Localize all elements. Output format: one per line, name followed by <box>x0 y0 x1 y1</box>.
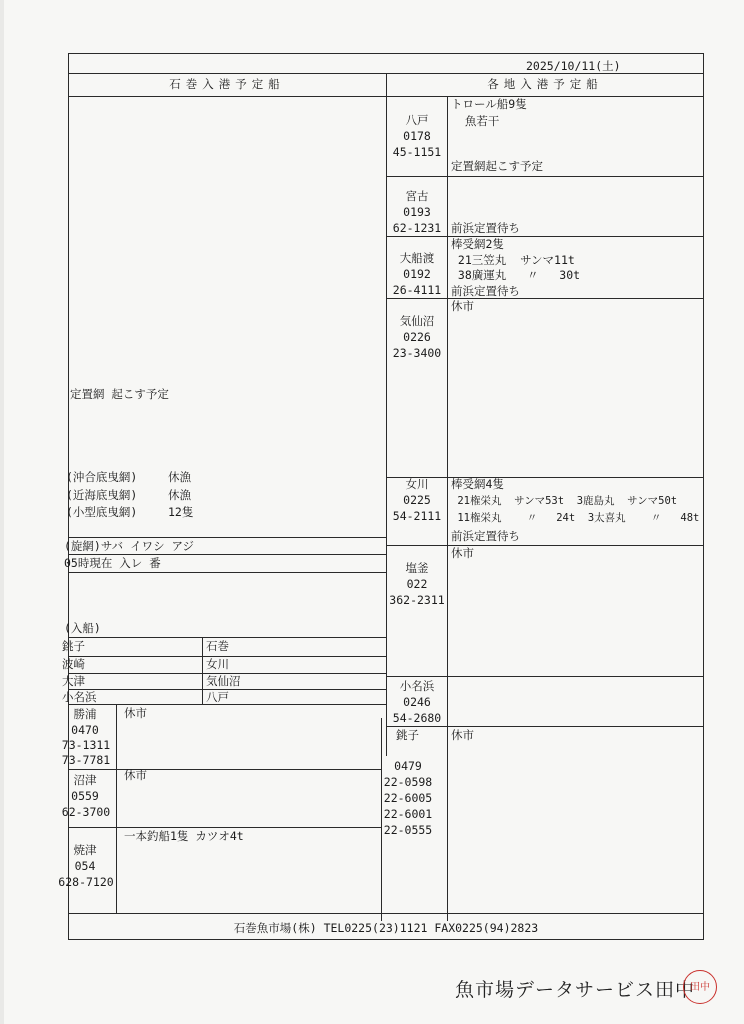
port-left-4: 小名浜 <box>62 690 97 704</box>
shiogama-tel-2: 362-2311 <box>389 593 445 607</box>
numazu-info: 休市 <box>124 768 147 782</box>
kesennuma-tel-1: 0226 <box>403 330 431 344</box>
miyako-line-1: 前浜定置待ち <box>451 221 520 235</box>
hachinohe-line-1: トロール船9隻 <box>451 97 527 111</box>
ofunato-tel-2: 26-4111 <box>392 283 442 297</box>
port-left-3: 大津 <box>62 674 85 688</box>
onagawa-tel-2: 54-2111 <box>392 509 442 523</box>
choshi-tel-3: 22-6005 <box>383 791 433 805</box>
numazu-port: 沼津 <box>73 773 97 787</box>
choshi-line-1: 休市 <box>451 728 474 742</box>
kesennuma-port: 気仙沼 <box>399 314 435 328</box>
port-right-4: 八戸 <box>206 690 229 704</box>
onagawa-port: 女川 <box>405 477 429 491</box>
teichi-note: 定置網 起こす予定 <box>70 387 169 401</box>
port-right-1: 石巻 <box>206 639 229 653</box>
numazu-tel-2: 62-3700 <box>61 805 111 819</box>
hachinohe-line-2: 魚若干 <box>451 114 500 128</box>
onahama-port: 小名浜 <box>399 679 435 693</box>
choshi-tel-2: 22-0598 <box>383 775 433 789</box>
choshi-tel-4: 22-6001 <box>383 807 433 821</box>
shiogama-port: 塩釜 <box>405 561 429 575</box>
ofunato-port: 大船渡 <box>399 251 435 265</box>
kesennuma-tel-2: 23-3400 <box>392 346 442 360</box>
miyako-port: 宮古 <box>405 189 429 203</box>
seal-stamp: 田中 <box>683 970 717 1004</box>
header-other-ports: 各地入港予定船 <box>487 77 603 91</box>
onagawa-line-2: 21権栄丸 サンマ53t 3鹿島丸 サンマ50t <box>451 495 678 507</box>
choshi-port: 銚子 <box>396 728 419 742</box>
trawl-status-2: 休漁 <box>168 488 191 502</box>
onagawa-tel-1: 0225 <box>403 493 431 507</box>
onahama-tel-2: 54-2680 <box>392 711 442 725</box>
onahama-tel-1: 0246 <box>403 695 431 709</box>
onagawa-line-3: 11権栄丸 〃 24t 3太喜丸 〃 48t <box>451 512 700 524</box>
port-left-2: 波崎 <box>62 657 85 671</box>
trawl-name-3: (小型底曳網) <box>66 505 138 519</box>
yaizu-tel-1: 054 <box>74 859 96 873</box>
ofunato-line-4: 前浜定置待ち <box>451 284 520 298</box>
yaizu-port: 焼津 <box>73 843 97 857</box>
hachinohe-port: 八戸 <box>405 113 429 127</box>
katsuura-info: 休市 <box>124 706 147 720</box>
katsuura-tel-3: 73-7781 <box>61 753 111 767</box>
miyako-tel-1: 0193 <box>403 205 431 219</box>
trawl-name-2: (近海底曳網) <box>66 488 138 502</box>
yaizu-info: 一本釣船1隻 カツオ4t <box>124 829 244 843</box>
hachinohe-tel-2: 45-1151 <box>392 145 442 159</box>
hachinohe-tel-1: 0178 <box>403 129 431 143</box>
port-left-1: 銚子 <box>62 639 85 653</box>
header-ishinomaki: 石巻入港予定船 <box>169 77 285 91</box>
hachinohe-line-5: 定置網起こす予定 <box>451 159 543 173</box>
port-right-3: 気仙沼 <box>206 674 241 688</box>
miyako-tel-2: 62-1231 <box>392 221 442 235</box>
ofunato-line-3: 38廣運丸 〃 30t <box>451 268 581 282</box>
footer-contact: 石巻魚市場(株) TEL0225(23)1121 FAX0225(94)2823 <box>233 921 539 935</box>
makiami-line: (旋網)サバ イワシ アジ <box>64 539 195 553</box>
ofunato-line-2: 21三笠丸 サンマ11t <box>451 253 575 267</box>
trawl-status-3: 12隻 <box>168 505 194 519</box>
signature: 魚市場データサービス田中 <box>455 979 696 1001</box>
numazu-tel-1: 0559 <box>71 789 99 803</box>
shiogama-tel-1: 022 <box>406 577 428 591</box>
kesennuma-line-1: 休市 <box>451 299 474 313</box>
trawl-name-1: (沖合底曳網) <box>66 470 138 484</box>
choshi-tel-5: 22-0555 <box>383 823 433 837</box>
ofunato-line-1: 棒受網2隻 <box>451 237 504 251</box>
port-right-2: 女川 <box>206 657 229 671</box>
katsuura-tel-2: 73-1311 <box>61 738 111 752</box>
onagawa-line-1: 棒受網4隻 <box>451 477 504 491</box>
choshi-tel-1: 0479 <box>394 759 422 773</box>
katsuura-tel-1: 0470 <box>71 723 99 737</box>
trawl-status-1: 休漁 <box>168 470 191 484</box>
date: 2025/10/11(土) <box>526 59 621 73</box>
katsuura-port: 勝浦 <box>73 707 97 721</box>
nyusen-label: (入船) <box>64 621 101 635</box>
ofunato-tel-1: 0192 <box>403 267 431 281</box>
time-note: 05時現在 入レ 番 <box>64 556 161 570</box>
yaizu-tel-2: 628-7120 <box>58 875 114 889</box>
shiogama-line-1: 休市 <box>451 546 474 560</box>
onagawa-line-4: 前浜定置待ち <box>451 529 520 543</box>
